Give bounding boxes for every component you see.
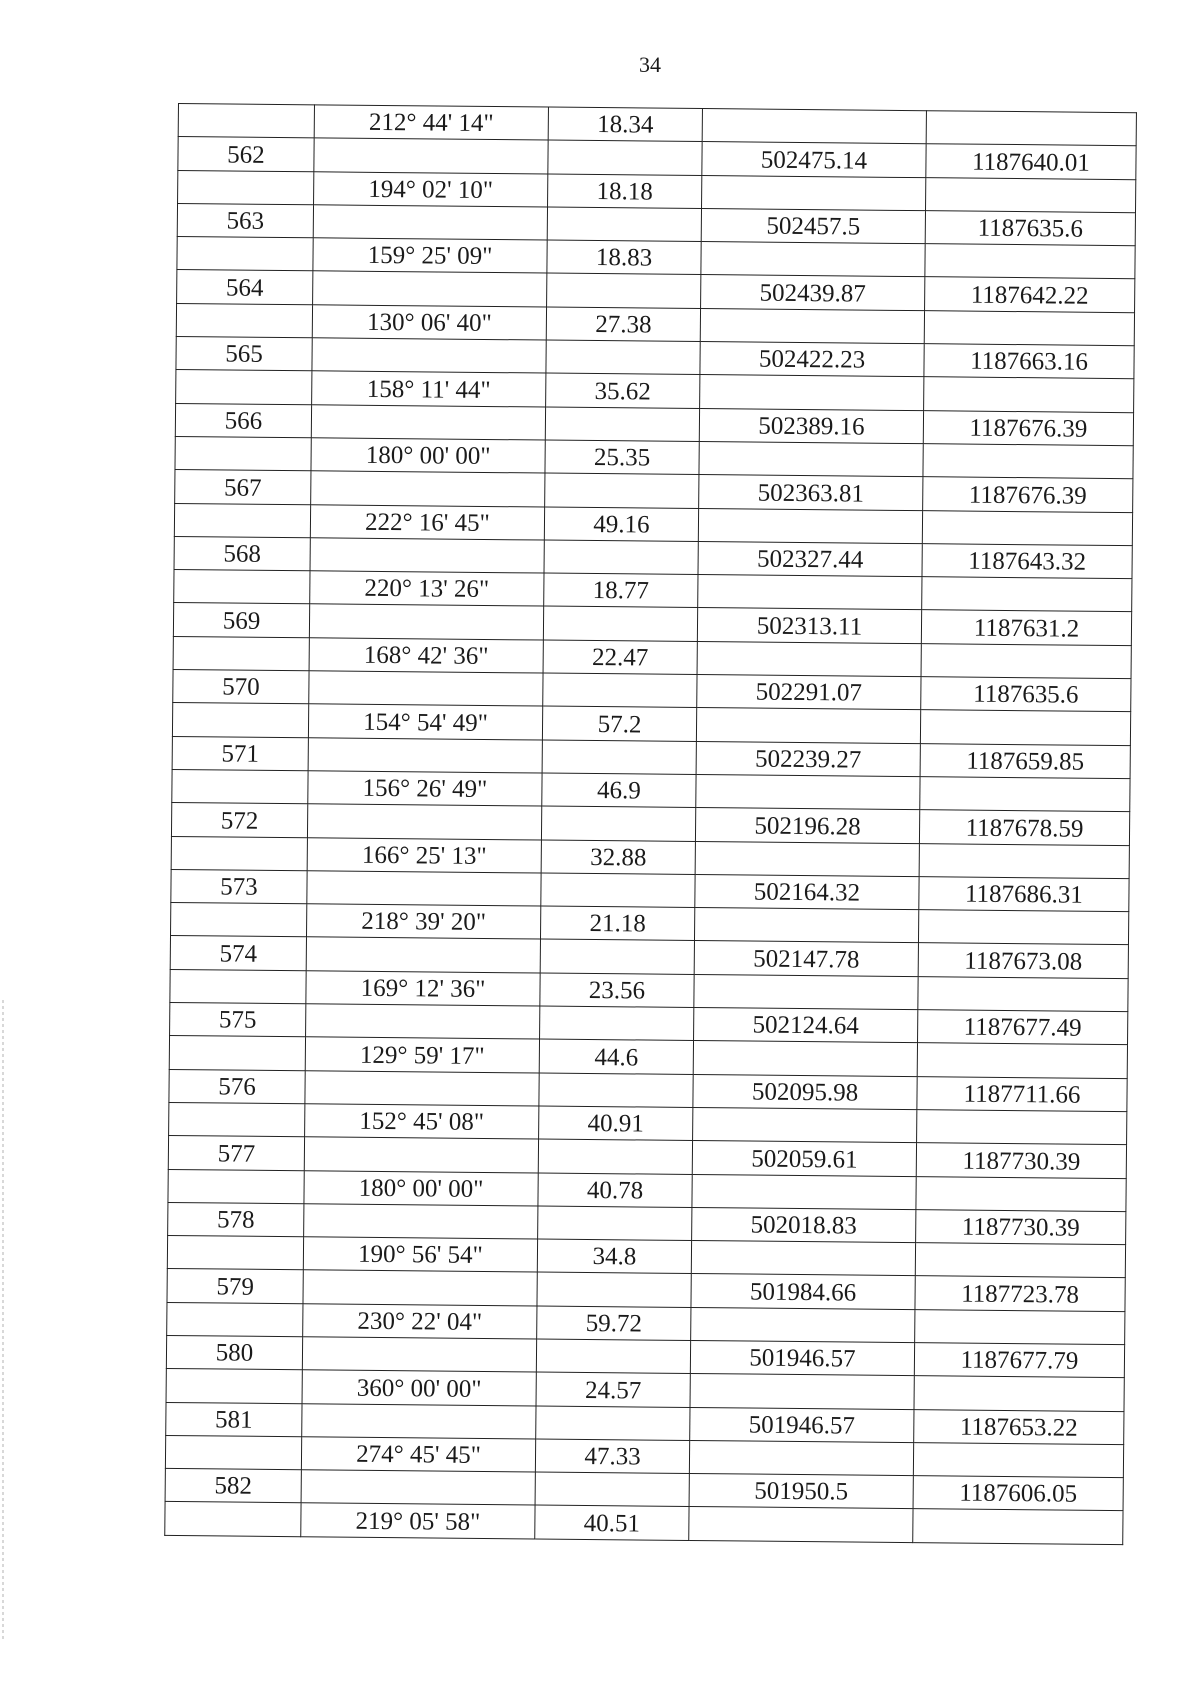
bearing-cell: 166° 25' 13" (307, 837, 541, 873)
empty-cell (693, 1041, 917, 1076)
page-number: 34 (639, 52, 661, 77)
empty-cell (923, 444, 1133, 479)
empty-cell (540, 939, 694, 974)
empty-cell (303, 1270, 537, 1306)
empty-cell (547, 274, 701, 309)
point-id-cell: 568 (174, 536, 310, 571)
empty-cell (697, 641, 921, 676)
point-id-cell: 574 (170, 936, 306, 971)
empty-cell (690, 1374, 914, 1409)
distance-cell: 22.47 (543, 640, 697, 675)
empty-cell (918, 910, 1128, 945)
empty-cell (541, 873, 695, 908)
easting-cell: 1187653.22 (914, 1409, 1124, 1444)
bearing-cell: 158° 11' 44" (312, 371, 546, 407)
empty-cell (924, 310, 1134, 345)
distance-cell: 18.83 (547, 240, 701, 275)
empty-cell (926, 111, 1136, 146)
point-id-cell: 571 (172, 736, 308, 771)
empty-cell (918, 976, 1128, 1011)
distance-cell: 23.56 (540, 973, 694, 1008)
empty-cell (547, 207, 701, 242)
distance-cell: 27.38 (546, 307, 700, 342)
empty-cell (698, 508, 922, 543)
easting-cell: 1187606.05 (913, 1476, 1123, 1511)
empty-cell (309, 671, 543, 707)
northing-cell: 502475.14 (702, 142, 926, 177)
empty-cell (691, 1241, 915, 1276)
empty-cell (545, 473, 699, 508)
northing-cell: 502313.11 (697, 608, 921, 643)
distance-cell: 35.62 (546, 373, 700, 408)
point-id-cell: 567 (175, 470, 311, 505)
empty-cell (700, 375, 924, 410)
point-id-cell: 580 (166, 1335, 302, 1370)
empty-cell (540, 1006, 694, 1041)
empty-cell (172, 703, 308, 738)
easting-cell: 1187642.22 (925, 277, 1135, 312)
empty-cell (541, 806, 695, 841)
point-id-cell: 575 (170, 1002, 306, 1037)
bearing-cell: 156° 26' 49" (308, 771, 542, 807)
easting-cell: 1187678.59 (919, 810, 1129, 845)
empty-cell (165, 1502, 301, 1537)
empty-cell (544, 540, 698, 575)
empty-cell (689, 1507, 913, 1542)
empty-cell (311, 404, 545, 440)
northing-cell: 502389.16 (699, 408, 923, 443)
distance-cell: 34.8 (537, 1239, 691, 1274)
point-id-cell: 566 (175, 403, 311, 438)
empty-cell (166, 1369, 302, 1404)
empty-cell (922, 577, 1132, 612)
empty-cell (924, 377, 1134, 412)
empty-cell (699, 441, 923, 476)
empty-cell (170, 969, 306, 1004)
empty-cell (172, 769, 308, 804)
empty-cell (301, 1470, 535, 1506)
empty-cell (536, 1339, 690, 1374)
bearing-cell: 190° 56' 54" (303, 1237, 537, 1273)
easting-cell: 1187640.01 (926, 144, 1136, 179)
empty-cell (913, 1442, 1123, 1477)
easting-cell: 1187643.32 (922, 544, 1132, 579)
empty-cell (926, 177, 1136, 212)
empty-cell (176, 370, 312, 405)
empty-cell (543, 606, 697, 641)
empty-cell (306, 1004, 540, 1040)
empty-cell (167, 1302, 303, 1337)
distance-cell: 59.72 (537, 1306, 691, 1341)
easting-cell: 1187730.39 (916, 1143, 1126, 1178)
empty-cell (545, 407, 699, 442)
empty-cell (312, 338, 546, 374)
northing-cell: 502327.44 (698, 541, 922, 576)
empty-cell (700, 308, 924, 343)
empty-cell (691, 1307, 915, 1342)
empty-cell (696, 708, 920, 743)
empty-cell (173, 636, 309, 671)
bearing-cell: 154° 54' 49" (308, 704, 542, 740)
empty-cell (165, 1435, 301, 1470)
empty-cell (306, 937, 540, 973)
empty-cell (917, 1043, 1127, 1078)
distance-cell: 40.91 (539, 1106, 693, 1141)
empty-cell (689, 1440, 913, 1475)
point-id-cell: 579 (167, 1269, 303, 1304)
point-id-cell: 582 (165, 1469, 301, 1504)
bearing-cell: 180° 00' 00" (304, 1170, 538, 1206)
point-id-cell: 563 (177, 203, 313, 238)
distance-cell: 21.18 (540, 906, 694, 941)
empty-cell (169, 1036, 305, 1071)
easting-cell: 1187723.78 (915, 1276, 1125, 1311)
coordinate-table (164, 103, 1137, 1545)
distance-cell: 47.33 (535, 1439, 689, 1474)
scan-edge-artifact (2, 1000, 4, 1640)
empty-cell (307, 804, 541, 840)
empty-cell (314, 138, 548, 174)
distance-cell: 18.18 (548, 174, 702, 209)
northing-cell: 501950.5 (689, 1474, 913, 1509)
bearing-cell: 159° 25' 09" (313, 238, 547, 274)
empty-cell (302, 1337, 536, 1373)
easting-cell: 1187673.08 (918, 943, 1128, 978)
easting-cell: 1187676.39 (923, 477, 1133, 512)
distance-cell: 24.57 (536, 1372, 690, 1407)
empty-cell (537, 1272, 691, 1307)
distance-cell: 57.2 (542, 706, 696, 741)
empty-cell (535, 1472, 689, 1507)
empty-cell (543, 673, 697, 708)
northing-cell: 502196.28 (695, 808, 919, 843)
empty-cell (178, 170, 314, 205)
empty-cell (177, 237, 313, 272)
distance-cell: 40.51 (535, 1505, 689, 1540)
easting-cell: 1187631.2 (921, 610, 1131, 645)
empty-cell (913, 1509, 1123, 1544)
bearing-cell: 194° 02' 10" (314, 171, 548, 207)
bearing-cell: 130° 06' 40" (312, 305, 546, 341)
northing-cell: 502059.61 (692, 1141, 916, 1176)
empty-cell (174, 503, 310, 538)
empty-cell (175, 436, 311, 471)
empty-cell (702, 175, 926, 210)
easting-cell: 1187663.16 (924, 344, 1134, 379)
point-id-cell: 569 (173, 603, 309, 638)
point-id-cell: 578 (168, 1202, 304, 1237)
empty-cell (307, 871, 541, 907)
empty-cell (538, 1139, 692, 1174)
distance-cell: 32.88 (541, 840, 695, 875)
bearing-cell: 274° 45' 45" (301, 1437, 535, 1473)
empty-cell (308, 737, 542, 773)
northing-cell: 501984.66 (691, 1274, 915, 1309)
empty-cell (698, 575, 922, 610)
empty-cell (915, 1309, 1125, 1344)
empty-cell (922, 510, 1132, 545)
empty-cell (536, 1406, 690, 1441)
coordinate-table-body (165, 104, 1137, 1545)
bearing-cell: 219° 05' 58" (301, 1503, 535, 1539)
northing-cell: 502439.87 (701, 275, 925, 310)
empty-cell (168, 1169, 304, 1204)
easting-cell: 1187711.66 (917, 1076, 1127, 1111)
distance-cell: 18.34 (548, 107, 702, 142)
point-id-cell: 564 (177, 270, 313, 305)
empty-cell (915, 1243, 1125, 1278)
bearing-cell: 152° 45' 08" (305, 1104, 539, 1140)
easting-cell: 1187659.85 (920, 743, 1130, 778)
bearing-cell: 220° 13' 26" (310, 571, 544, 607)
empty-cell (171, 836, 307, 871)
empty-cell (304, 1137, 538, 1173)
empty-cell (919, 843, 1129, 878)
empty-cell (694, 974, 918, 1009)
bearing-cell: 180° 00' 00" (311, 438, 545, 474)
bearing-cell: 168° 42' 36" (309, 638, 543, 674)
bearing-cell: 212° 44' 14" (314, 105, 548, 141)
distance-cell: 18.77 (544, 573, 698, 608)
northing-cell: 501946.57 (690, 1407, 914, 1442)
easting-cell: 1187676.39 (923, 410, 1133, 445)
distance-cell: 25.35 (545, 440, 699, 475)
empty-cell (692, 1174, 916, 1209)
northing-cell: 502239.27 (696, 741, 920, 776)
northing-cell: 502422.23 (700, 342, 924, 377)
easting-cell: 1187635.6 (925, 211, 1135, 246)
northing-cell: 502457.5 (701, 208, 925, 243)
empty-cell (916, 1176, 1126, 1211)
easting-cell: 1187686.31 (919, 876, 1129, 911)
empty-cell (304, 1204, 538, 1240)
point-id-cell: 562 (178, 137, 314, 172)
distance-cell: 49.16 (544, 507, 698, 542)
northing-cell: 502124.64 (694, 1008, 918, 1043)
bearing-cell: 129° 59' 17" (305, 1037, 539, 1073)
point-id-cell: 573 (171, 869, 307, 904)
empty-cell (546, 340, 700, 375)
empty-cell (702, 109, 926, 144)
northing-cell: 502363.81 (699, 475, 923, 510)
empty-cell (176, 303, 312, 338)
northing-cell: 502147.78 (694, 941, 918, 976)
empty-cell (694, 908, 918, 943)
empty-cell (693, 1107, 917, 1142)
empty-cell (542, 740, 696, 775)
distance-cell: 40.78 (538, 1173, 692, 1208)
empty-cell (310, 538, 544, 574)
empty-cell (696, 774, 920, 809)
empty-cell (920, 710, 1130, 745)
empty-cell (914, 1376, 1124, 1411)
empty-cell (169, 1102, 305, 1137)
empty-cell (311, 471, 545, 507)
easting-cell: 1187677.49 (918, 1010, 1128, 1045)
easting-cell: 1187730.39 (916, 1209, 1126, 1244)
bearing-cell: 222° 16' 45" (310, 504, 544, 540)
point-id-cell: 577 (168, 1136, 304, 1171)
northing-cell: 502164.32 (695, 874, 919, 909)
empty-cell (305, 1070, 539, 1106)
point-id-cell: 570 (173, 670, 309, 705)
empty-cell (548, 140, 702, 175)
point-id-cell: 572 (171, 803, 307, 838)
empty-cell (178, 104, 314, 139)
northing-cell: 502095.98 (693, 1074, 917, 1109)
empty-cell (925, 244, 1135, 279)
empty-cell (171, 903, 307, 938)
distance-cell: 46.9 (542, 773, 696, 808)
empty-cell (313, 271, 547, 307)
easting-cell: 1187635.6 (921, 677, 1131, 712)
distance-cell: 44.6 (539, 1039, 693, 1074)
northing-cell: 502291.07 (697, 675, 921, 710)
bearing-cell: 360° 00' 00" (302, 1370, 536, 1406)
northing-cell: 502018.83 (692, 1207, 916, 1242)
point-id-cell: 565 (176, 337, 312, 372)
empty-cell (920, 777, 1130, 812)
empty-cell (917, 1110, 1127, 1145)
empty-cell (309, 604, 543, 640)
empty-cell (695, 841, 919, 876)
point-id-cell: 581 (166, 1402, 302, 1437)
bearing-cell: 218° 39' 20" (306, 904, 540, 940)
empty-cell (538, 1206, 692, 1241)
easting-cell: 1187677.79 (914, 1343, 1124, 1378)
empty-cell (167, 1236, 303, 1271)
empty-cell (701, 242, 925, 277)
point-id-cell: 576 (169, 1069, 305, 1104)
empty-cell (174, 570, 310, 605)
empty-cell (539, 1073, 693, 1108)
northing-cell: 501946.57 (690, 1340, 914, 1375)
empty-cell (921, 643, 1131, 678)
empty-cell (302, 1403, 536, 1439)
bearing-cell: 230° 22' 04" (303, 1303, 537, 1339)
bearing-cell: 169° 12' 36" (306, 970, 540, 1006)
empty-cell (313, 205, 547, 241)
